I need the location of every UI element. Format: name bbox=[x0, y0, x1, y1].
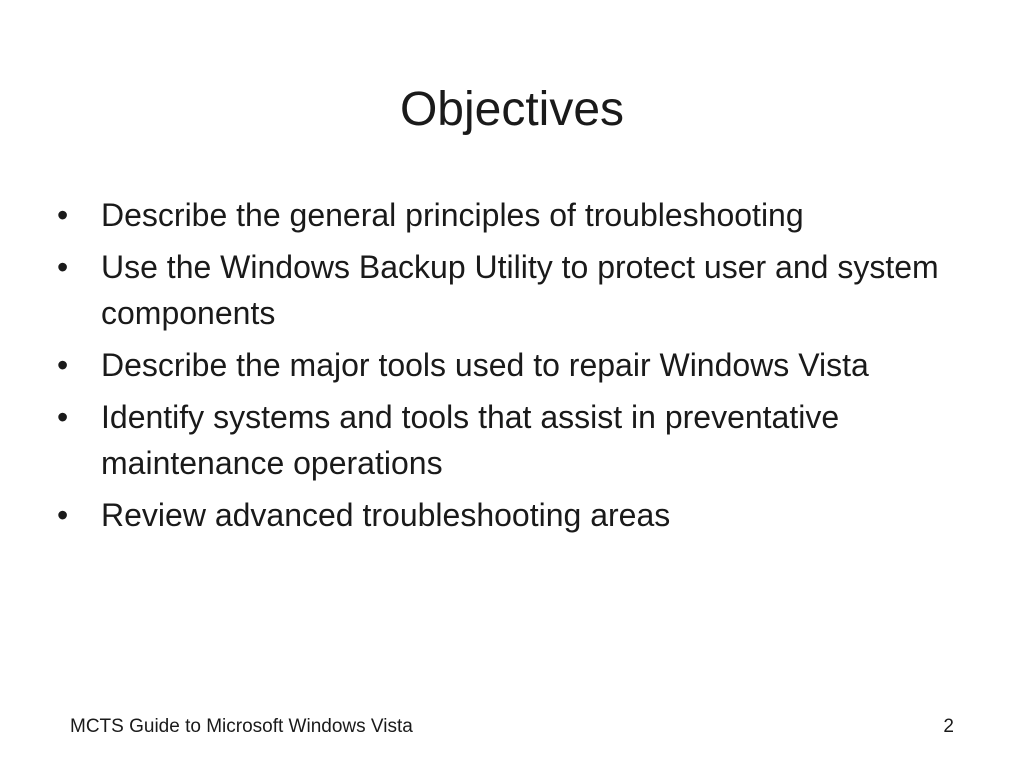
list-item bbox=[57, 394, 977, 486]
list-item-text: Identify systems and tools that assist in preventative maintenance operations bbox=[101, 399, 840, 481]
list-item-text: Use the Windows Backup Utility to protect user and system components bbox=[101, 249, 939, 331]
page-number: 2 bbox=[943, 716, 954, 737]
bullet-icon: • bbox=[57, 347, 69, 383]
list-item bbox=[57, 244, 977, 336]
list-item bbox=[57, 342, 977, 388]
list-item bbox=[57, 192, 977, 238]
bullet-icon: • bbox=[57, 399, 69, 435]
list-item-text: Describe the general principles of troubleshooting bbox=[101, 197, 804, 233]
list-item bbox=[57, 492, 977, 538]
slide-title: Objectives bbox=[399, 83, 625, 136]
bullet-icon: • bbox=[57, 249, 69, 285]
objectives-list bbox=[57, 192, 977, 544]
list-item-text: Review advanced troubleshooting areas bbox=[101, 497, 671, 533]
bullet-icon: • bbox=[57, 197, 69, 233]
bullet-icon: • bbox=[57, 497, 69, 533]
list-item-text: Describe the major tools used to repair Windows Vista bbox=[101, 347, 869, 383]
footer-course-title: MCTS Guide to Microsoft Windows Vista bbox=[70, 716, 413, 737]
